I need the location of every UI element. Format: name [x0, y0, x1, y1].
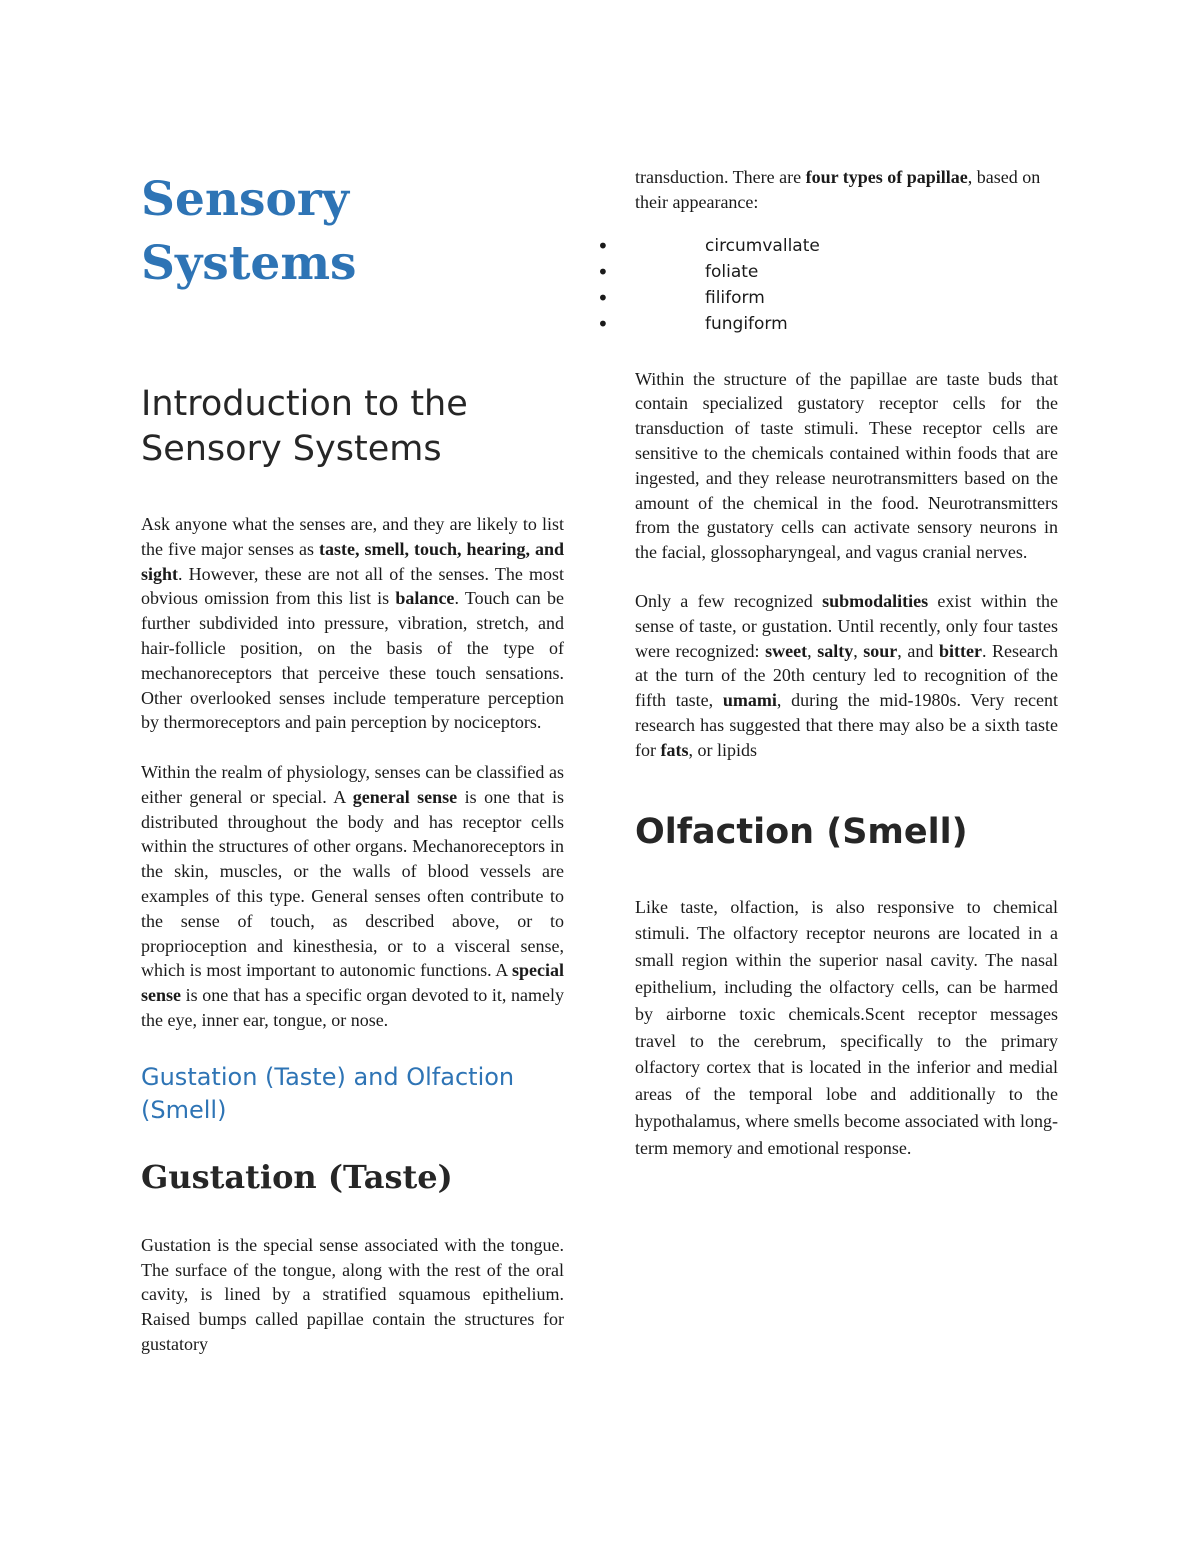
- intro-heading: Introduction to the Sensory Systems: [141, 384, 468, 469]
- intro-paragraph-2: Within the realm of physiology, senses can be classified as either general or special. A general sense is one that is distributed throughout the body and has receptor cells within the structures of other organs. Mechanoreceptors in the skin, muscles, or the walls of blood vessels are examples of this type. General senses often contribute to the sense of touch, as described above, or to proprioception and kinesthesia, or to a visceral sense, which is most important to autonomic functions. A special sense is one that has a specific organ devoted to it, namely the eye, inner ear, tongue, or nose.: [141, 761, 565, 1030]
- gustation-paragraph-2: Within the structure of the papillae are taste buds that contain specialized gustatory receptor cells for the transduction of taste stimuli. These receptor cells are sensitive to the chemicals contained within foods that are ingested, and they release neurotransmitters based on the amount of the chemical in the food. Neurotransmitters from the gustatory cells can activate sensory neurons in the facial, glossopharyngeal, and vagus cranial nerves.: [635, 368, 1058, 563]
- list-item: • filiform: [635, 285, 1058, 311]
- left-column: [141, 168, 564, 1357]
- gustation-paragraph-1: Gustation is the special sense associated with the tongue. The surface of the tongue, along with the rest of the oral cavity, is lined by a stratified squamous epithelium. Raised bumps called papillae contain the structures for gustatory: [141, 1234, 564, 1354]
- gustation-olfaction-heading: Gustation (Taste) and Olfaction (Smell): [141, 1062, 515, 1124]
- list-item: • foliate: [635, 259, 1058, 285]
- right-column: [635, 165, 1058, 1162]
- gustation-heading: Gustation (Taste): [141, 1157, 453, 1196]
- intro-paragraph-1: Ask anyone what the senses are, and they are likely to list the five major senses as taste, smell, touch, hearing, and sight. However, these are not all of the senses. The most obvious omission from this list is balance. Touch can be further subdivided into pressure, vibration, stretch, and hair-follicle position, on the basis of the type of mechanoreceptors that perceive these touch sensations. Other overlooked senses include temperature perception by thermoreceptors and pain perception by nociceptors.: [141, 514, 565, 733]
- olfaction-heading: Olfaction (Smell): [635, 811, 968, 852]
- document-title: Sensory Systems: [141, 172, 357, 291]
- list-item: • circumvallate: [635, 233, 1058, 259]
- gustation-paragraph-3: Only a few recognized submodalities exist within the sense of taste, or gustation. Until recently, only four tastes were recognized: sweet, salty, sour, and bitter. Research at the turn of the 20th century led to recognition of the fifth taste, umami, during the mid-1980s. Very recent research has suggested that there may also be a sixth taste for fats, or lipids: [635, 590, 1059, 760]
- papillae-list: [635, 233, 1058, 337]
- list-item: • fungiform: [635, 311, 1058, 337]
- gustation-paragraph-1-continued: transduction. There are four types of papillae, based on their appearance:: [635, 167, 1041, 212]
- olfaction-paragraph-1: Like taste, olfaction, is also responsive to chemical stimuli. The olfactory receptor neurons are located in a small region within the superior nasal cavity. The nasal epithelium, including the olfactory cells, can be harmed by airborne toxic chemicals.Scent receptor messages travel to the cerebrum, specifically to the primary olfactory cortex that is located in the inferior and medial areas of the temporal lobe and additionally to the hypothalamus, where smells become associated with long-term memory and emotional response.: [635, 896, 1058, 1158]
